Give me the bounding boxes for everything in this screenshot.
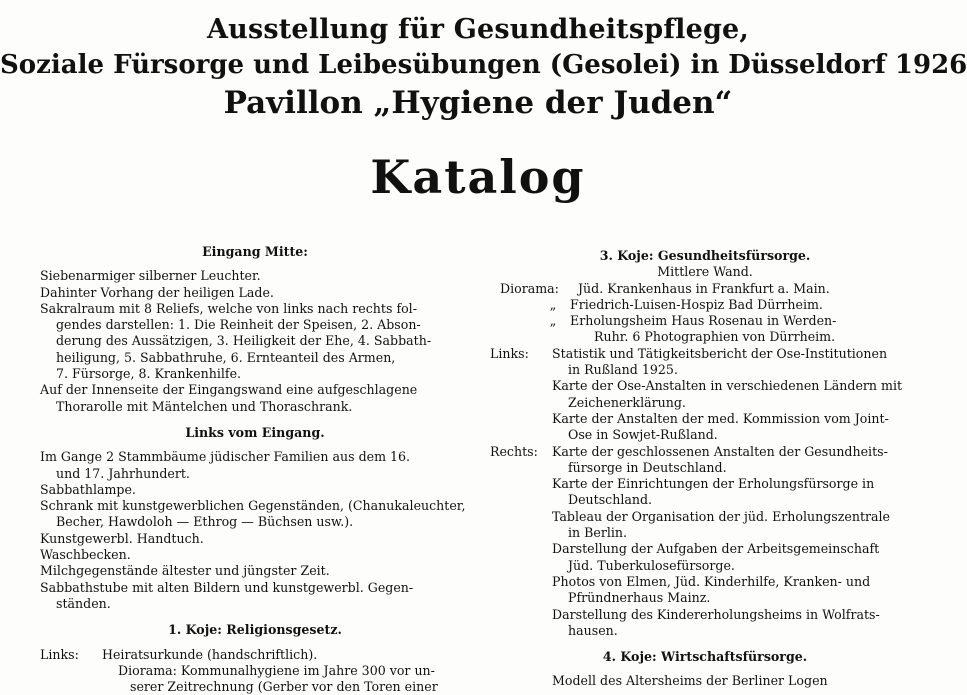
text-line: in Berlin.	[568, 525, 628, 541]
section-body-eingang-mitte	[40, 268, 470, 415]
text-line: Siebenarmiger silberner Leuchter.	[40, 268, 261, 284]
label-rechts: Rechts:	[490, 443, 538, 459]
text-line: Karte der Ose-Anstalten in verschiedenen Ländern mit	[552, 378, 903, 394]
text-line: Thorarolle mit Mäntelchen und Thoraschrank.	[56, 398, 353, 414]
section-heading-koje-1: 1. Koje: Religionsgesetz.	[168, 622, 342, 638]
text-line: Sakralraum mit 8 Reliefs, welche von links nach rechts fol-	[40, 300, 417, 316]
right-column	[490, 248, 920, 690]
text-line: Modell des Altersheims der Berliner Logen	[552, 673, 828, 689]
text-line: Dahinter Vorhang der heiligen Lade.	[40, 284, 274, 300]
label-links: Links:	[490, 345, 529, 361]
label-links: Links:	[40, 646, 79, 662]
text-line: Sabbathstube mit alten Bildern und kunstgewerbl. Gegen-	[40, 579, 414, 595]
text-line: ständen.	[56, 595, 111, 611]
section-heading-koje-4: 4. Koje: Wirtschaftsfürsorge.	[602, 649, 808, 665]
text-line: Jüd. Tuberkulosefürsorge.	[568, 557, 735, 573]
text-line: Karte der geschlossenen Anstalten der Gesundheits-	[552, 443, 888, 459]
text-line: Deutschland.	[568, 492, 653, 508]
text-line: Diorama: Kommunalhygiene im Jahre 300 vor un-	[118, 662, 435, 678]
text-line: derung des Aussätzigen, 3. Heiligkeit der Ehe, 4. Sabbath-	[56, 333, 432, 349]
text-line: Tableau der Organisation der jüd. Erholungszentrale	[552, 508, 891, 524]
ditto-mark: „	[549, 313, 557, 329]
rechts-row	[490, 444, 920, 640]
section-heading-links-vom-eingang: Links vom Eingang.	[185, 424, 325, 440]
left-column	[40, 244, 470, 695]
text-line: Kunstgewerbl. Handtuch.	[40, 530, 204, 546]
section-heading-koje-3: 3. Koje: Gesundheitsfürsorge.	[599, 248, 811, 263]
diorama-list	[549, 280, 920, 346]
text-line: Zeichenerklärung.	[568, 394, 686, 410]
label-diorama: Diorama:	[500, 280, 559, 296]
diorama-row	[490, 281, 920, 346]
text-line: Photos von Elmen, Jüd. Kinderhilfe, Kranken- und	[552, 573, 871, 589]
text-line: Karte der Einrichtungen der Erholungsfürsorge in	[552, 476, 875, 492]
text-line: Darstellung des Kindererholungsheims in Wolfrats-	[552, 606, 880, 622]
text-line: Jüd. Krankenhaus in Frankfurt a. Main.	[578, 280, 830, 296]
text-line: Im Gange 2 Stammbäume jüdischer Familien aus dem 16.	[40, 449, 411, 465]
header-line-2: Soziale Fürsorge und Leibesübungen (Gesolei) in Düsseldorf 1926	[0, 50, 967, 80]
text-line: Auf der Innenseite der Eingangswand eine aufgeschlagene	[40, 382, 418, 398]
text-line: gendes darstellen: 1. Die Reinheit der Speisen, 2. Abson-	[56, 317, 421, 333]
text-line: Pfründnerhaus Mainz.	[568, 590, 711, 606]
text-line: Waschbecken.	[40, 547, 131, 563]
subheading-mittlere-wand: Mittlere Wand.	[657, 264, 753, 280]
header-line-1: Ausstellung für Gesundheitspflege,	[206, 14, 750, 45]
text-line: in Rußland 1925.	[568, 362, 678, 378]
text-line: Friedrich-Luisen-Hospiz Bad Dürrheim.	[570, 296, 823, 312]
koje-1-links-row	[40, 647, 470, 695]
text-line: serer Zeitrechnung (Gerber vor den Toren einer	[130, 679, 438, 695]
text-line: Schrank mit kunstgewerblichen Gegenständen, (Chanukaleuchter,	[40, 498, 466, 514]
text-line: hausen.	[568, 622, 618, 638]
text-line: Ose in Sowjet-Rußland.	[568, 427, 718, 443]
text-line: 7. Fürsorge, 8. Krankenhilfe.	[56, 366, 242, 382]
rechts-list	[552, 444, 920, 640]
koje-1-links-text	[102, 647, 470, 695]
ditto-mark: „	[549, 296, 557, 312]
text-line: Erholungsheim Haus Rosenau in Werden-	[570, 313, 837, 329]
text-line: Heiratsurkunde (handschriftlich).	[102, 646, 318, 662]
links-row	[490, 346, 920, 444]
ditto-line	[549, 296, 920, 313]
text-line: Statistik und Tätigkeitsbericht der Ose-Institutionen	[552, 345, 888, 361]
page-title: Katalog	[370, 150, 586, 204]
header-line-3: Pavillon „Hygiene der Juden“	[223, 85, 733, 121]
text-line: Darstellung der Aufgaben der Arbeitsgemeinschaft	[552, 541, 880, 557]
text-line: und 17. Jahrhundert.	[56, 465, 190, 481]
text-line: Sabbathlampe.	[40, 481, 136, 497]
ditto-line	[549, 313, 920, 329]
text-line: fürsorge in Deutschland.	[568, 459, 727, 475]
text-line: Milchgegenstände ältester und jüngster Zeit.	[40, 563, 330, 579]
text-line: Karte der Anstalten der med. Kommission vom Joint-	[552, 410, 889, 426]
text-line: Ruhr. 6 Photographien von Dürrheim.	[594, 329, 836, 345]
section-body-links-vom-eingang	[40, 449, 470, 612]
section-heading-eingang-mitte: Eingang Mitte:	[202, 244, 308, 259]
text-line: Becher, Hawdoloh — Ethrog — Büchsen usw.).	[56, 514, 354, 530]
text-line: heiligung, 5. Sabbathruhe, 6. Ernteanteil des Armen,	[56, 349, 396, 365]
links-list	[552, 346, 920, 444]
